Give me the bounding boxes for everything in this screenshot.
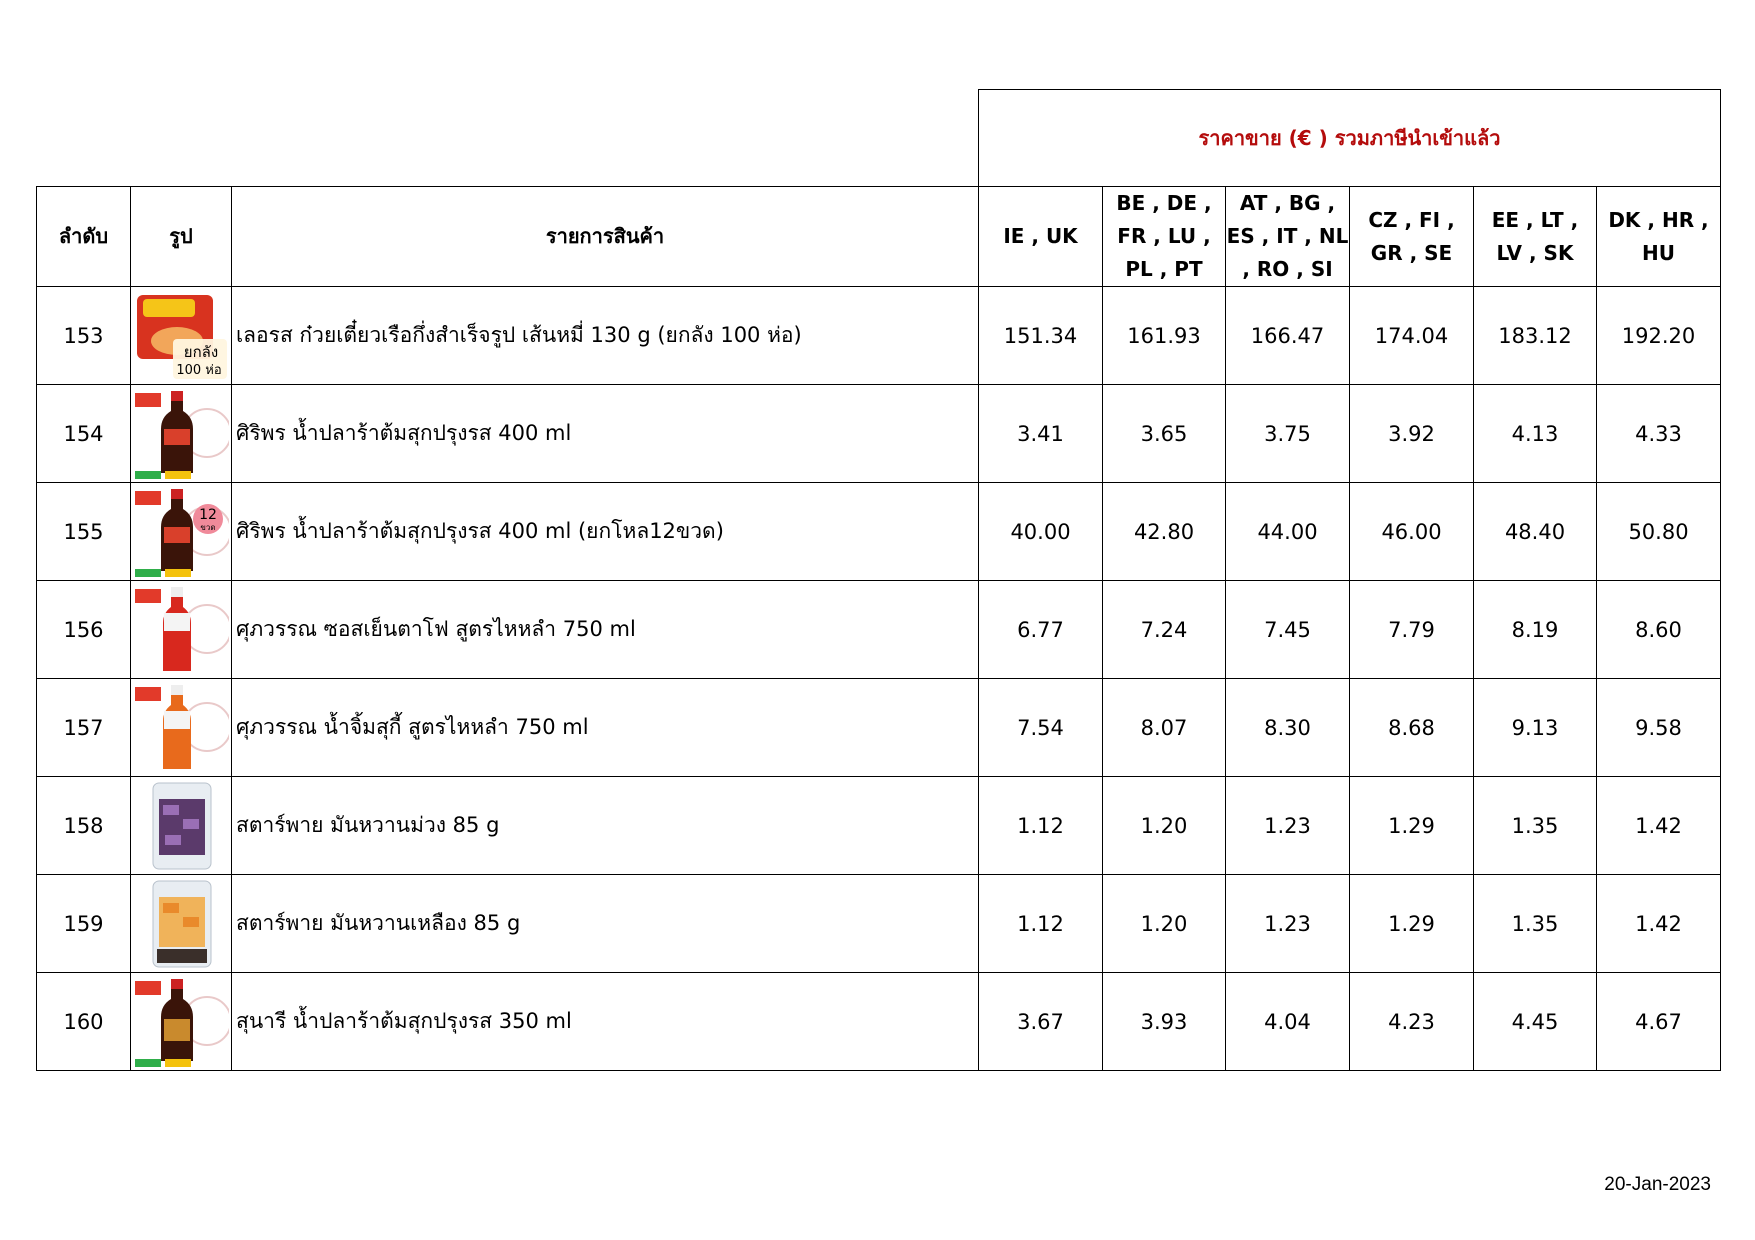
price-zone-4: 46.00	[1350, 483, 1474, 581]
product-name: ศุภวรรณ ซอสเย็นตาโฟ สูตรไหหลำ 750 ml	[232, 581, 979, 679]
price-zone-1: 6.77	[979, 581, 1103, 679]
table-row	[37, 287, 1721, 385]
price-zone-5: 183.12	[1474, 287, 1597, 385]
zone-2-line-2: FR , LU ,	[1117, 224, 1211, 248]
table-row	[37, 973, 1721, 1071]
zone-3-line-1: AT , BG ,	[1239, 191, 1336, 215]
price-zone-6: 4.33	[1597, 385, 1721, 483]
product-picture	[131, 483, 232, 581]
price-zone-3: 1.23	[1226, 777, 1350, 875]
zone-5-line-1: EE , LT ,	[1491, 207, 1579, 232]
price-zone-2: 1.20	[1103, 777, 1226, 875]
product-name: ศิริพร น้ำปลาร้าต้มสุกปรุงรส 400 ml	[232, 385, 979, 483]
red-sauce-bottle-icon	[133, 583, 229, 676]
price-zone-3: 44.00	[1226, 483, 1350, 581]
row-number: 157	[37, 679, 131, 777]
product-picture	[131, 581, 232, 679]
price-zone-3: 3.75	[1226, 385, 1350, 483]
price-zone-6: 192.20	[1597, 287, 1721, 385]
column-header-zone-4	[1350, 187, 1474, 287]
zone-1-line-1: IE , UK	[1003, 224, 1078, 248]
product-picture	[131, 973, 232, 1071]
price-zone-2: 1.20	[1103, 875, 1226, 973]
price-zone-6: 1.42	[1597, 777, 1721, 875]
price-zone-6: 9.58	[1597, 679, 1721, 777]
price-zone-6: 1.42	[1597, 875, 1721, 973]
row-number: 153	[37, 287, 131, 385]
product-name: ศุภวรรณ น้ำจิ้มสุกี้ สูตรไหหลำ 750 ml	[232, 679, 979, 777]
price-zone-2: 42.80	[1103, 483, 1226, 581]
orange-sauce-bottle-icon	[133, 681, 229, 774]
product-name: สตาร์พาย มันหวานม่วง 85 g	[232, 777, 979, 875]
column-header-zone-1	[979, 187, 1103, 287]
table-row	[37, 875, 1721, 973]
price-zone-1: 151.34	[979, 287, 1103, 385]
dozen-count: 12	[199, 507, 217, 523]
table-row	[37, 679, 1721, 777]
price-zone-4: 1.29	[1350, 777, 1474, 875]
product-picture	[131, 875, 232, 973]
price-zone-4: 8.68	[1350, 679, 1474, 777]
price-zone-3: 4.04	[1226, 973, 1350, 1071]
price-zone-3: 8.30	[1226, 679, 1350, 777]
table-row	[37, 777, 1721, 875]
product-picture	[131, 679, 232, 777]
price-zone-4: 174.04	[1350, 287, 1474, 385]
price-table	[36, 89, 1721, 1071]
product-name: เลอรส ก๋วยเตี๋ยวเรือกึ่งสำเร็จรูป เส้นหมี่ 130 g (ยกลัง 100 ห่อ)	[232, 287, 979, 385]
table-row	[37, 581, 1721, 679]
price-zone-4: 7.79	[1350, 581, 1474, 679]
zone-2-line-3: PL , PT	[1125, 257, 1203, 281]
zone-4-line-1: CZ , FI ,	[1368, 207, 1455, 232]
price-zone-1: 3.67	[979, 973, 1103, 1071]
product-picture	[131, 385, 232, 483]
price-zone-4: 3.92	[1350, 385, 1474, 483]
table-row	[37, 385, 1721, 483]
price-zone-6: 8.60	[1597, 581, 1721, 679]
price-zone-5: 48.40	[1474, 483, 1597, 581]
column-header-zone-2	[1103, 187, 1226, 287]
price-zone-6: 4.67	[1597, 973, 1721, 1071]
price-zone-4: 1.29	[1350, 875, 1474, 973]
zone-5-line-2: LV , SK	[1496, 240, 1574, 265]
sauce-bottle-icon	[133, 485, 229, 578]
price-zone-1: 7.54	[979, 679, 1103, 777]
pack-label-2: 100 ห่อ	[176, 363, 222, 378]
zone-3-line-3: , RO , SI	[1242, 257, 1333, 281]
noodle-pack-icon	[133, 289, 229, 382]
product-name: ศิริพร น้ำปลาร้าต้มสุกปรุงรส 400 ml (ยกโหล12ขวด)	[232, 483, 979, 581]
row-number: 154	[37, 385, 131, 483]
product-name: สุนารี น้ำปลาร้าต้มสุกปรุงรส 350 ml	[232, 973, 979, 1071]
price-zone-3: 1.23	[1226, 875, 1350, 973]
column-header-zone-3	[1226, 187, 1350, 287]
price-zone-5: 4.13	[1474, 385, 1597, 483]
row-number: 156	[37, 581, 131, 679]
row-number: 160	[37, 973, 131, 1071]
table-row	[37, 483, 1721, 581]
row-number: 159	[37, 875, 131, 973]
column-header-no: ลำดับ	[37, 187, 131, 287]
sauce-bottle-icon	[133, 975, 229, 1068]
zone-6-line-1: DK , HR ,	[1608, 207, 1709, 232]
purple-snack-bag-icon	[133, 779, 229, 872]
document-date: 20-Jan-2023	[1604, 1174, 1711, 1195]
price-zone-4: 4.23	[1350, 973, 1474, 1071]
price-zone-5: 9.13	[1474, 679, 1597, 777]
zone-6-line-2: HU	[1642, 240, 1675, 265]
price-zone-1: 1.12	[979, 875, 1103, 973]
price-zone-5: 1.35	[1474, 875, 1597, 973]
column-header-zone-6	[1597, 187, 1721, 287]
price-zone-5: 8.19	[1474, 581, 1597, 679]
zone-2-line-1: BE , DE ,	[1116, 191, 1212, 215]
price-zone-3: 7.45	[1226, 581, 1350, 679]
product-picture	[131, 777, 232, 875]
row-number: 155	[37, 483, 131, 581]
price-zone-2: 8.07	[1103, 679, 1226, 777]
price-zone-5: 1.35	[1474, 777, 1597, 875]
column-header-zone-5	[1474, 187, 1597, 287]
price-zone-6: 50.80	[1597, 483, 1721, 581]
header-spacer	[37, 90, 979, 187]
dozen-unit: ขวด	[200, 523, 216, 532]
product-picture	[131, 287, 232, 385]
yellow-snack-bag-icon	[133, 877, 229, 970]
price-zone-1: 40.00	[979, 483, 1103, 581]
column-header-picture: รูป	[131, 187, 232, 287]
price-zone-2: 7.24	[1103, 581, 1226, 679]
price-zone-1: 3.41	[979, 385, 1103, 483]
product-name: สตาร์พาย มันหวานเหลือง 85 g	[232, 875, 979, 973]
row-number: 158	[37, 777, 131, 875]
price-zone-5: 4.45	[1474, 973, 1597, 1071]
zone-4-line-2: GR , SE	[1370, 240, 1453, 265]
column-header-product: รายการสินค้า	[232, 187, 979, 287]
pack-label-1: ยกลัง	[183, 343, 219, 361]
price-zone-2: 161.93	[1103, 287, 1226, 385]
price-zone-2: 3.65	[1103, 385, 1226, 483]
price-zone-1: 1.12	[979, 777, 1103, 875]
price-zone-2: 3.93	[1103, 973, 1226, 1071]
price-heading: ราคาขาย (€ ) รวมภาษีนำเข้าแล้ว	[979, 90, 1721, 187]
zone-3-line-2: ES , IT , NL	[1226, 224, 1349, 248]
price-zone-3: 166.47	[1226, 287, 1350, 385]
sauce-bottle-icon	[133, 387, 229, 480]
